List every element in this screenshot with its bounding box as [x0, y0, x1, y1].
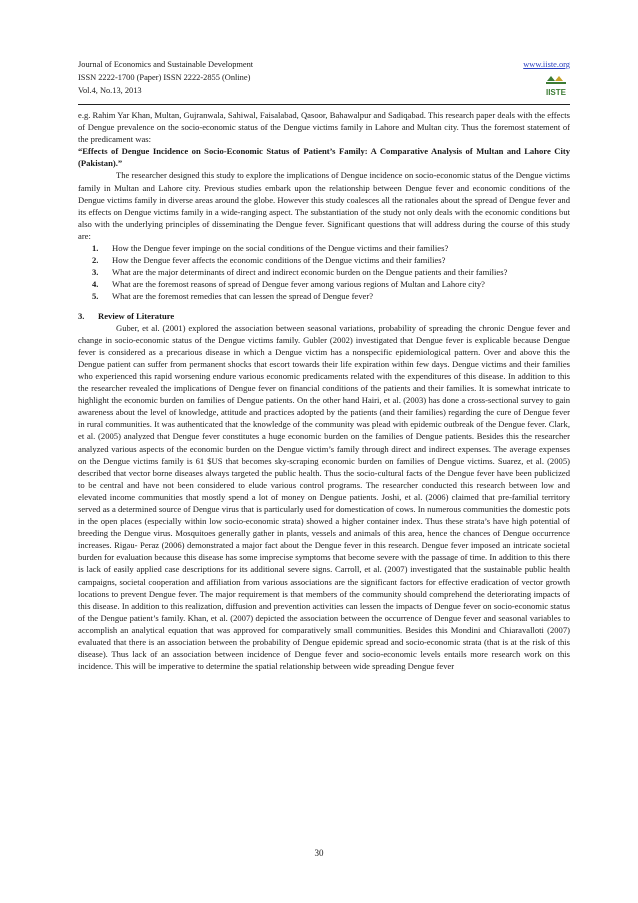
- question-item: [78, 290, 570, 302]
- question-number: 4.: [92, 279, 99, 290]
- body-text: [78, 109, 570, 672]
- study-paragraph: The researcher designed this study to explore the implications of Dengue incidence on socio-economic status of the Dengue victims family in Multan and Lahore city. Previous studies embark upon the relationship between Dengue fever and economic conditions of the Dengue victims family in diverse areas around the globe. However this study coalesces all the rationales about the spread of Dengue fever and its effects on Dengue victims family in a wide-ranging aspect. The substantiation of the study not only deals with the economic conditions but also with the underlying principles of disseminating the Dengue fever. Significant questions that will address during the course of this study are:: [78, 170, 570, 241]
- journal-issn: ISSN 2222-1700 (Paper) ISSN 2222-2855 (Online): [78, 73, 251, 82]
- question-text: What are the major determinants of direct and indirect economic burden on the Dengue patients and their families?: [112, 267, 508, 278]
- section-title: Review of Literature: [98, 310, 175, 321]
- question-text: What are the foremost reasons of spread of Dengue fever among various regions of Multan and Lahore city?: [112, 279, 485, 290]
- section-heading: [78, 310, 570, 322]
- question-item: [78, 278, 570, 290]
- running-header: [78, 58, 570, 104]
- header-rule: [78, 104, 570, 105]
- research-questions: [78, 242, 570, 302]
- question-number: 5.: [92, 291, 99, 302]
- journal-info: [78, 58, 253, 97]
- question-item: [78, 242, 570, 254]
- iiste-logo: [542, 73, 570, 101]
- question-item: [78, 266, 570, 278]
- journal-name: Journal of Economics and Sustainable Development: [78, 60, 254, 69]
- page-number: 30: [314, 848, 324, 858]
- question-item: [78, 254, 570, 266]
- section-number: 3.: [78, 310, 85, 321]
- question-text: How the Dengue fever affects the economic conditions of the Dengue victims and their families?: [112, 255, 446, 266]
- literature-review-paragraph: Guber, et al. (2001) explored the association between seasonal variations, probability of spreading the chronic Dengue fever and change in socio-economic status of the Dengue victims family. Gubler (2002) investigated that Dengue fever is explicable because Dengue fever is considered as a precarious disease in which a Dengue victim has a nonspecific epidemiological pattern. Over and above this the Dengue patient can suffer from permanent shocks that escort towards their life expiration within few days. Dengue victims and their families who experienced this rapid worsening endure various economic predicaments related with the expenditures of this disease. In addition to this the researcher revealed the implications of Dengue fever on financial conditions of the patients and their families. It is somewhat intricate to highlight the economic burden on families of Dengue patients. On the other hand Hairi, et al. (2003) has done a cross-sectional survey to gain awareness about the level of knowledge, attitude and practices adopted by the patients (and their families) regarding the cure of Dengue fever in rural communities. It was authenticated that the knowledge of the community was plead with epidemic outbreak of the Dengue fever. Clark, et al. (2005) analyzed that Dengue fever constitutes a huge economic burden on the families of Dengue patients. Besides this the researcher analyzed various aspects of the economic burden on the Dengue victim’s family through direct and indirect expenses. The average expenses on the Dengue victims family is 61 $US that becomes sky-scraping economic burden on families of Dengue victims. Suarez, et al. (2005) described that vector borne diseases always targeted the public health. Thus the socio-cultural facts of the Dengue fever have been publicized to be central and have not been considered to elude various control programs. The researcher conducted this research between low and elevated income communities that mostly spend a lot of money on Dengue patients. Joshi, et al. (2006) claimed that pre-familial territory served as a determined source of Dengue virus that is particularly used for domestication of cows. In numerous communities the domestic pots in the open places (especially within low socio-economic strata) showed a higher container index. Thus these strata’s have high potential of breeding the Dengue virus. Mosquitoes generally gather in plants, vessels and animals of this area, hence the chances of Dengue occurrence increases. Rigau- Peraz (2006) demonstrated a major fact about the Dengue fever in this research. Dengue fever imposed an intricate societal burden for evaluation because this disease has some imprecise symptoms that become severe with the passage of time. In addition to this there is lack of easily applied case descriptions for its additional severe signs. Carroll, et al. (2007) investigated that the sustainable public health campaigns, societal cooperation and affiliation from various associations are the significant factors for effective eradication of vector growth locations to prevent Dengue fever. The major requirement is that members of the community should comprehend the deteriorating impacts of this disease. In addition to this realization, diffusion and prevention activities can lessen the impacts of Dengue fever on socio-economic status of the Dengue patient’s family. Khan, et al. (2007) depicted the association between the occurrence of Dengue fever and seasonal variables to accomplish an analytical equation that was approved for comparatively small communities. Besides this Mondini and Chiaravalloti (2007) evaluated that there is an association between the probability of Dengue epidemic spread and socio-economic strata (that is at the risk of this disease). Thus lack of an association between incidence of Dengue fever and socio-economic levels entails more research work on this incidence. This will be imperative to determine the spatial relationship between wide spreading Dengue fever: [78, 322, 570, 672]
- question-text: What are the foremost remedies that can lessen the spread of Dengue fever?: [112, 291, 374, 302]
- study-title: “Effects of Dengue Incidence on Socio-Economic Status of Patient’s Family: A Comparative Analysis of Multan and Lahore City (Pakistan).”: [78, 146, 570, 169]
- journal-url-link[interactable]: www.iiste.org: [523, 60, 570, 69]
- intro-paragraph: e.g. Rahim Yar Khan, Multan, Gujranwala, Sahiwal, Faisalabad, Qasoor, Bahawalpur and Sadiqabad. This research paper deals with the effects of Dengue prevalence on the socio-economic status of the Dengue victims family in Lahore and Multan city. Thus the foremost statement of the predicament was:: [78, 110, 570, 145]
- question-number: 3.: [92, 267, 99, 278]
- question-number: 2.: [92, 255, 99, 266]
- journal-volume: Vol.4, No.13, 2013: [78, 86, 142, 95]
- question-number: 1.: [92, 243, 99, 254]
- question-text: How the Dengue fever impinge on the social conditions of the Dengue victims and their families?: [112, 243, 449, 254]
- logo-text: IISTE: [545, 88, 567, 97]
